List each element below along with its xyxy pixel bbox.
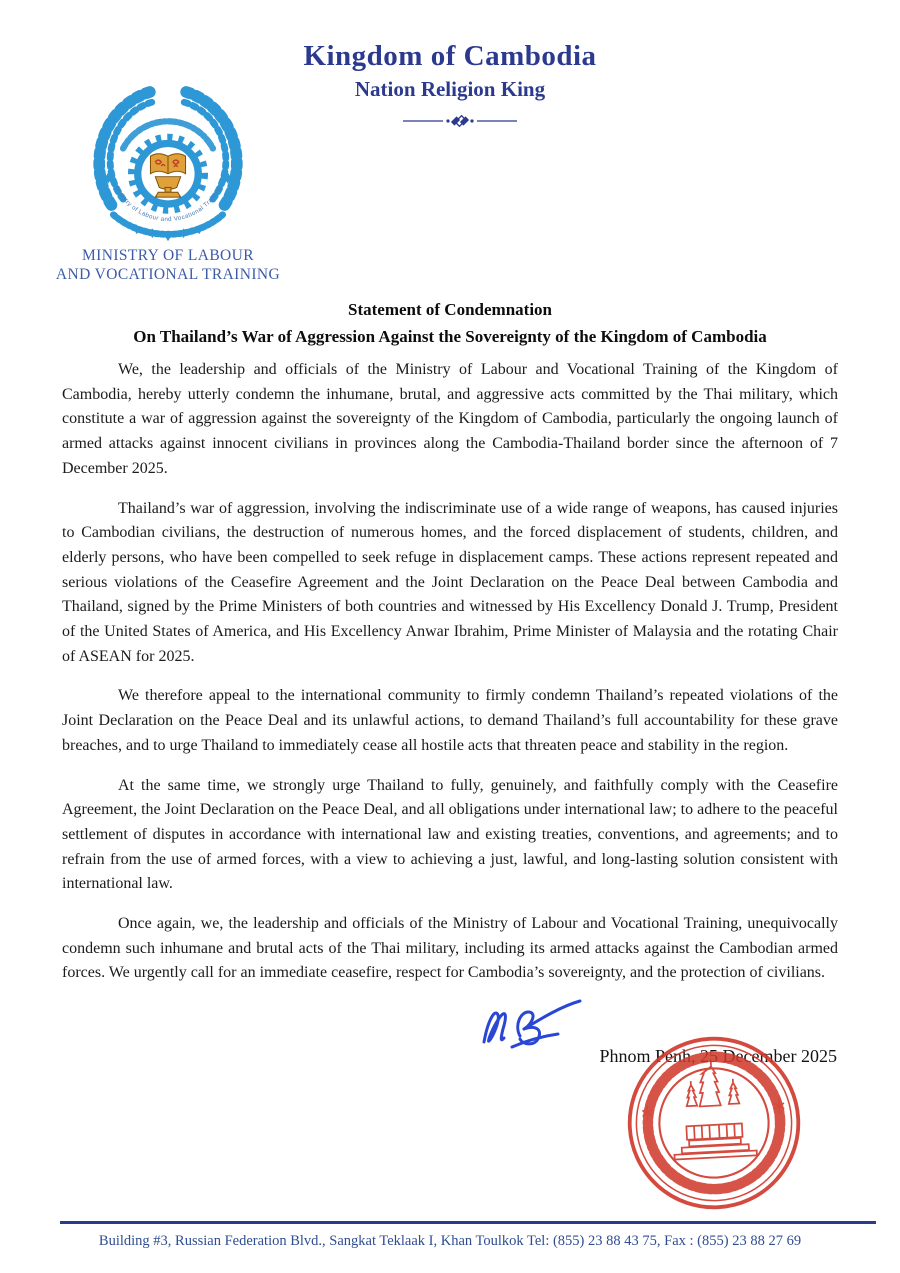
paragraph-4: At the same time, we strongly urge Thailand to fully, genuinely, and faithfully comply with the Ceasefire Agreement, the Joint Declaration on the Peace Deal, and all obligations under international law; to adhere to the peaceful settlement of disputes in accordance with international law and existing treaties, conventions, and agreements; and to refrain from the use of armed forces, with a view to achieving a just, lawful, and long-lasting solution consistent with international law. (62, 776, 838, 893)
dateline: Phnom Penh, 25 December 2025 (599, 1046, 837, 1066)
kingdom-title: Kingdom of Cambodia (303, 40, 597, 72)
footer-rule (60, 1221, 876, 1224)
paragraph-2: Thailand’s war of aggression, involving the indiscriminate use of a wide range of weapons, has caused injuries to Cambodian civilians, the destruction of numerous homes, and the forced displacement of students, children, and elderly persons, who have been compelled to seek refuge in displacement camps. These actions represent repeated and serious violations of the Ceasefire Agreement and the Joint Declaration on the Peace Deal between Cambodia and Thailand, signed by the Prime Ministers of both countries and witnessed by His Excellency Donald J. Trump, President of the United States of America, and His Excellency Anwar Ibrahim, Prime Minister of Malaysia and the rotating Chair of ASEAN for 2025. (62, 499, 838, 665)
footer-address: Building #3, Russian Federation Blvd., Sangkat Teklaak I, Khan Toulkok Tel: (855) 23 88 43 75, Fax : (855) 23 88 27 69 (98, 1233, 802, 1249)
seal-caption: Ministry of Labour and Vocational Training (113, 184, 223, 224)
ministry-name-line1: MINISTRY OF LABOUR (82, 247, 254, 264)
paragraph-3: We therefore appeal to the international community to firmly condemn Thailand’s repeated violations of the Joint Declaration on the Peace Deal and its unlawful actions, to demand Thailand’s full accountability for these grave breaches, and to urge Thailand to immediately cease all hostile acts that threaten peace and stability in the region. (62, 687, 838, 754)
approval-stamp-icon (618, 1027, 809, 1218)
statement-body (62, 358, 838, 1001)
national-motto: Nation Religion King (354, 77, 546, 101)
statement-title-line1: Statement of Condemnation (348, 300, 552, 319)
ministry-seal-icon (80, 84, 256, 244)
statement-title (40, 296, 860, 350)
ministry-name (40, 246, 296, 284)
paragraph-5: Once again, we, the leadership and officials of the Ministry of Labour and Vocational Training, unequivocally condemn such inhumane and brutal acts of the Thai military, including its armed attacks against the Cambodian armed forces. We urgently call for an immediate ceasefire, respect for Cambodia’s sovereignty, and the protection of civilians. (62, 915, 838, 982)
signature-icon (480, 996, 584, 1050)
ministry-name-line2: AND VOCATIONAL TRAINING (55, 266, 281, 283)
paragraph-1: We, the leadership and officials of the Ministry of Labour and Vocational Training of the Kingdom of Cambodia, hereby utterly condemn the inhumane, brutal, and aggressive acts committed by the Thai military, which constitute a war of aggression against the sovereignty of the Kingdom of Cambodia, particularly the ongoing launch of armed attacks against innocent civilians in provinces along the Cambodia-Thailand border since the afternoon of 7 December 2025. (62, 361, 838, 477)
ministry-seal-block (40, 84, 296, 284)
ornamental-divider-icon (403, 114, 517, 128)
statement-title-line2: On Thailand’s War of Aggression Against the Sovereignty of the Kingdom of Cambodia (133, 327, 767, 346)
